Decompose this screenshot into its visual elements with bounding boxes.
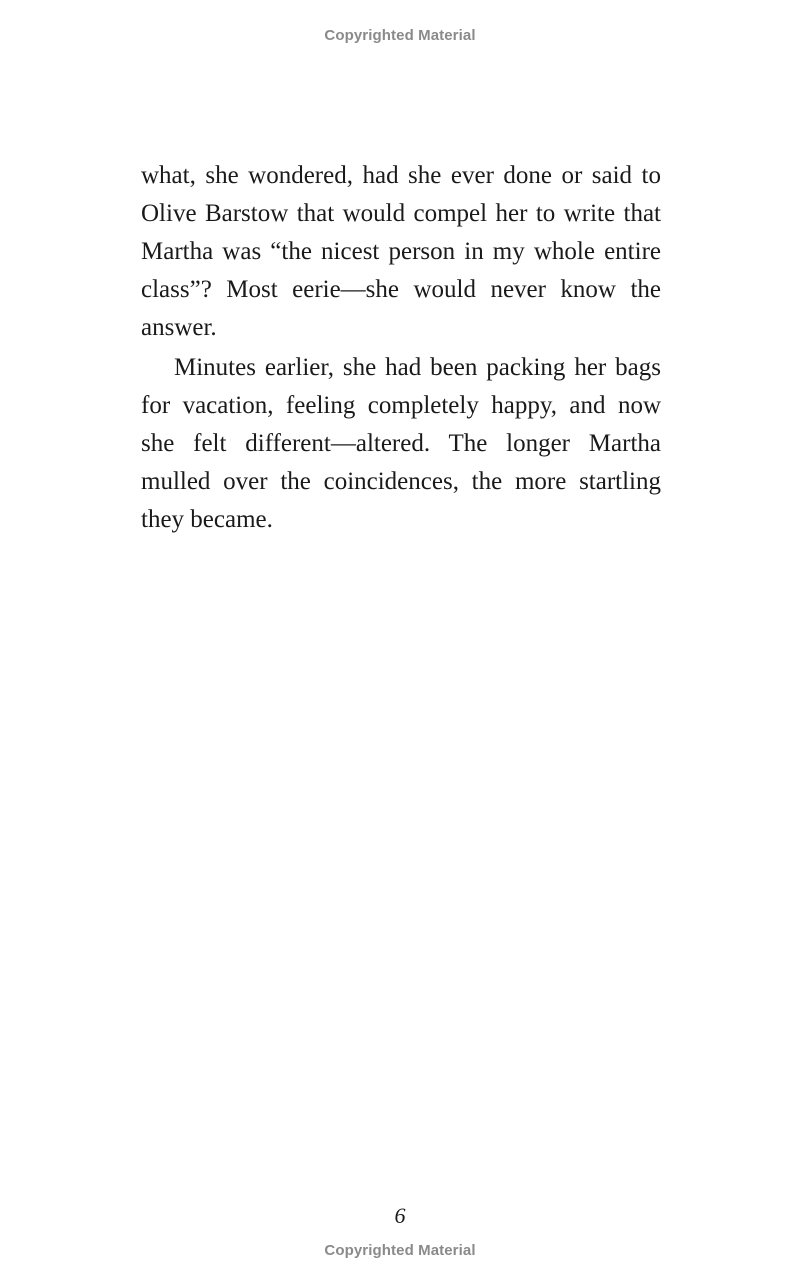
paragraph: Minutes earlier, she had been packing her bags for vacation, feeling completely happy, and now she felt different—altered. The longer Martha mulled over the coincidences, the more startling they became. [141, 354, 661, 533]
page-body [141, 157, 661, 539]
paragraph-continuation: what, she wondered, had she ever done or said to Olive Barstow that would compel her to write that Martha was “the nicest person in my whole entire class”? Most eerie—she would never know the answer. [141, 162, 661, 341]
copyright-watermark-bottom: Copyrighted Material [324, 1242, 476, 1259]
copyright-watermark-top: Copyrighted Material [324, 27, 476, 44]
page-number: 6 [394, 1203, 406, 1228]
